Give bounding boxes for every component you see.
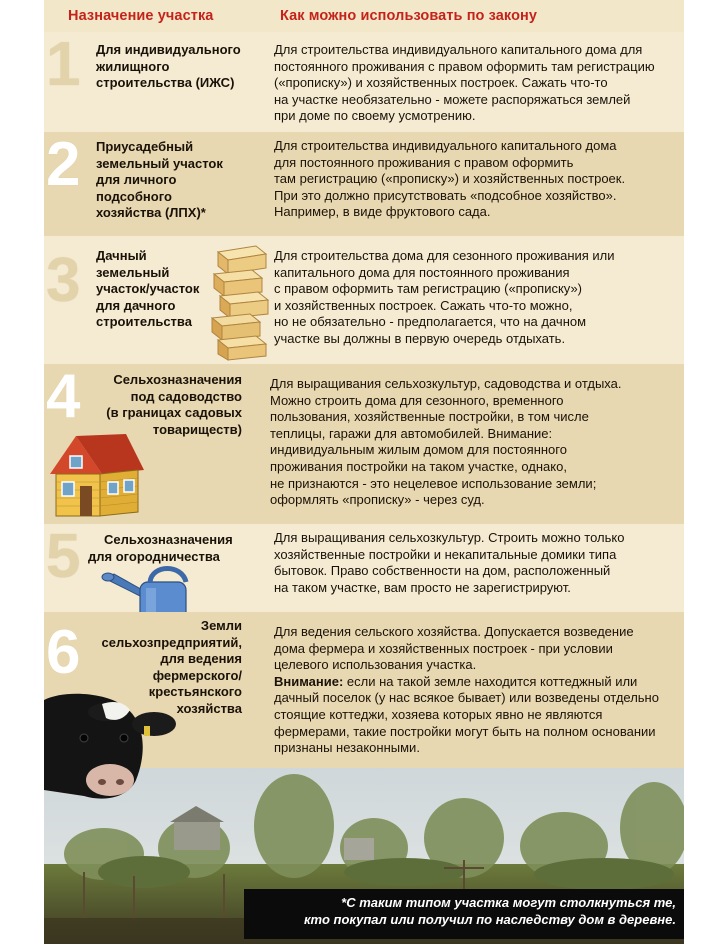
desc-line: Для выращивания сельхозкультур, садоводства и отдыха.	[270, 376, 622, 391]
table-row	[44, 364, 684, 524]
header-usage: Как можно использовать по закону	[280, 8, 538, 24]
desc-line: не признаются - это нецелевое использование земли;	[270, 475, 597, 491]
row-title	[88, 532, 268, 565]
title-line: для ведения	[160, 651, 242, 666]
title-line: под садоводство	[130, 388, 242, 404]
title-line: жилищного	[96, 58, 170, 74]
desc-line: постоянного проживания с правом оформить там регистрацию	[274, 58, 655, 74]
row-description	[274, 42, 674, 125]
header-purpose: Назначение участка	[68, 8, 214, 24]
title-line: строительства (ИЖС)	[96, 75, 235, 90]
table-row	[44, 132, 684, 236]
row-description	[274, 530, 674, 596]
desc-line: Для ведения сельского хозяйства. Допускается возведение	[274, 624, 634, 639]
desc-line: Для строительства индивидуального капитального дома для	[274, 42, 643, 57]
caption-line: *С таким типом участка могут столкнуться те,	[341, 895, 676, 910]
row-number: 6	[46, 618, 81, 687]
row-title	[96, 42, 266, 92]
title-line: Для индивидуального	[96, 42, 241, 57]
title-line: Сельхозназначения	[113, 372, 242, 387]
desc-line: стоящие коттеджи, хозяева которых явно не являются	[274, 706, 603, 722]
attention-label: Внимание:	[274, 673, 344, 689]
title-line: строительства	[96, 314, 192, 329]
desc-line: Для строительства дома для сезонного проживания или	[274, 248, 615, 263]
desc-line: участке вы должны в первую очередь отдыхать.	[274, 330, 566, 346]
title-line: для огородничества	[88, 548, 220, 564]
row-description	[274, 138, 674, 221]
row-title	[96, 139, 271, 222]
desc-line: капитального дома для постоянного проживания	[274, 264, 570, 280]
lumber-stack-icon	[210, 244, 272, 362]
row-title	[96, 248, 226, 331]
caption-line: кто покупал или получил по наследству дом в деревне.	[303, 912, 676, 927]
title-line: хозяйства (ЛПХ)*	[96, 205, 206, 220]
row-number: 2	[46, 132, 81, 199]
title-line: Земли	[200, 618, 242, 633]
row-description	[274, 248, 674, 348]
title-line: земельный	[96, 264, 170, 280]
infographic-page	[44, 0, 684, 944]
row-number: 4	[46, 364, 81, 431]
footnote-caption	[244, 889, 684, 939]
title-line: хозяйства	[176, 700, 242, 716]
desc-line: Для строительства индивидуального капитального дома	[274, 138, 617, 153]
table-row	[44, 236, 684, 364]
desc-line: оформлять «прописку» - через суд.	[270, 492, 485, 508]
desc-line: там регистрацию («прописку») и хозяйственных построек.	[274, 171, 626, 187]
table-row	[44, 524, 684, 612]
table-header	[44, 0, 684, 32]
title-line: Дачный	[96, 248, 147, 263]
title-line: фермерского/	[152, 667, 242, 683]
house-icon	[46, 430, 146, 518]
title-line: земельный участок	[96, 155, 223, 171]
row-number: 3	[46, 246, 81, 315]
desc-line: но не обязательно - предполагается, что на дачном	[274, 314, 587, 330]
desc-line	[274, 674, 674, 691]
desc-line: Например, в виде фруктового сада.	[274, 204, 491, 220]
row-number: 1	[46, 32, 81, 99]
desc-line: дачный поселок (у нас всякое бывает) или возведены отдельно	[274, 690, 659, 706]
row-description	[274, 624, 674, 757]
title-line: крестьянского	[148, 684, 242, 699]
desc-line: на участке необязательно - можете распоряжаться землей	[274, 91, 631, 107]
title-line: для личного	[96, 172, 177, 187]
title-line: сельхозпредприятий,	[101, 634, 242, 650]
desc-line: признаны незаконными.	[274, 740, 420, 756]
desc-line: («прописку») и хозяйственных построек. Сажать что-то	[274, 75, 608, 91]
desc-line: пользования, хозяйственные постройки, в том числе	[270, 409, 589, 425]
desc-line: теплицы, гаражи для автомобилей. Внимание:	[270, 425, 553, 441]
title-line: для дачного	[96, 297, 176, 313]
title-line: товариществ)	[152, 421, 242, 437]
title-line: (в границах садовых	[106, 405, 242, 420]
row-description	[270, 376, 670, 509]
desc-line: проживания постройки на таком участке, однако,	[270, 458, 567, 474]
desc-line: индивидуальным жилым домом для постоянного	[270, 442, 567, 458]
title-line: Приусадебный	[96, 139, 194, 154]
desc-line: Для выращивания сельхозкультур. Строить можно только	[274, 530, 625, 545]
desc-line: с правом оформить там регистрацию («прописку»)	[274, 281, 583, 297]
desc-line: и хозяйственных построек. Сажать что-то можно,	[274, 297, 573, 313]
attention-text: если на такой земле находится коттеджный или	[343, 673, 638, 689]
table-row	[44, 32, 684, 132]
desc-line: на таком участке, вам просто не зарегистрируют.	[274, 579, 571, 595]
watering-can-icon	[100, 564, 196, 612]
title-line: участок/участок	[96, 281, 200, 296]
desc-line: бытовок. Право собственности на дом, расположенный	[274, 563, 611, 579]
desc-line: целевого использования участка.	[274, 657, 477, 673]
desc-line: хозяйственные постройки и некапитальные домики типа	[274, 546, 617, 562]
row-number: 5	[46, 524, 81, 591]
desc-line: Можно строить дома для сезонного, временного	[270, 392, 564, 408]
desc-line: для постоянного проживания с правом оформить	[274, 154, 574, 170]
desc-line: дома фермера и хозяйственных построек - при условии	[274, 640, 613, 656]
title-line: Сельхозназначения	[104, 532, 233, 547]
desc-line: При это должно присутствовать «подсобное хозяйство».	[274, 187, 617, 203]
desc-line: при доме по своему усмотрению.	[274, 108, 476, 124]
title-line: подсобного	[96, 188, 172, 204]
cow-illustration	[44, 690, 184, 802]
desc-line: фермерами, такие постройки могут быть на полном основании	[274, 723, 656, 739]
row-title	[84, 372, 242, 438]
